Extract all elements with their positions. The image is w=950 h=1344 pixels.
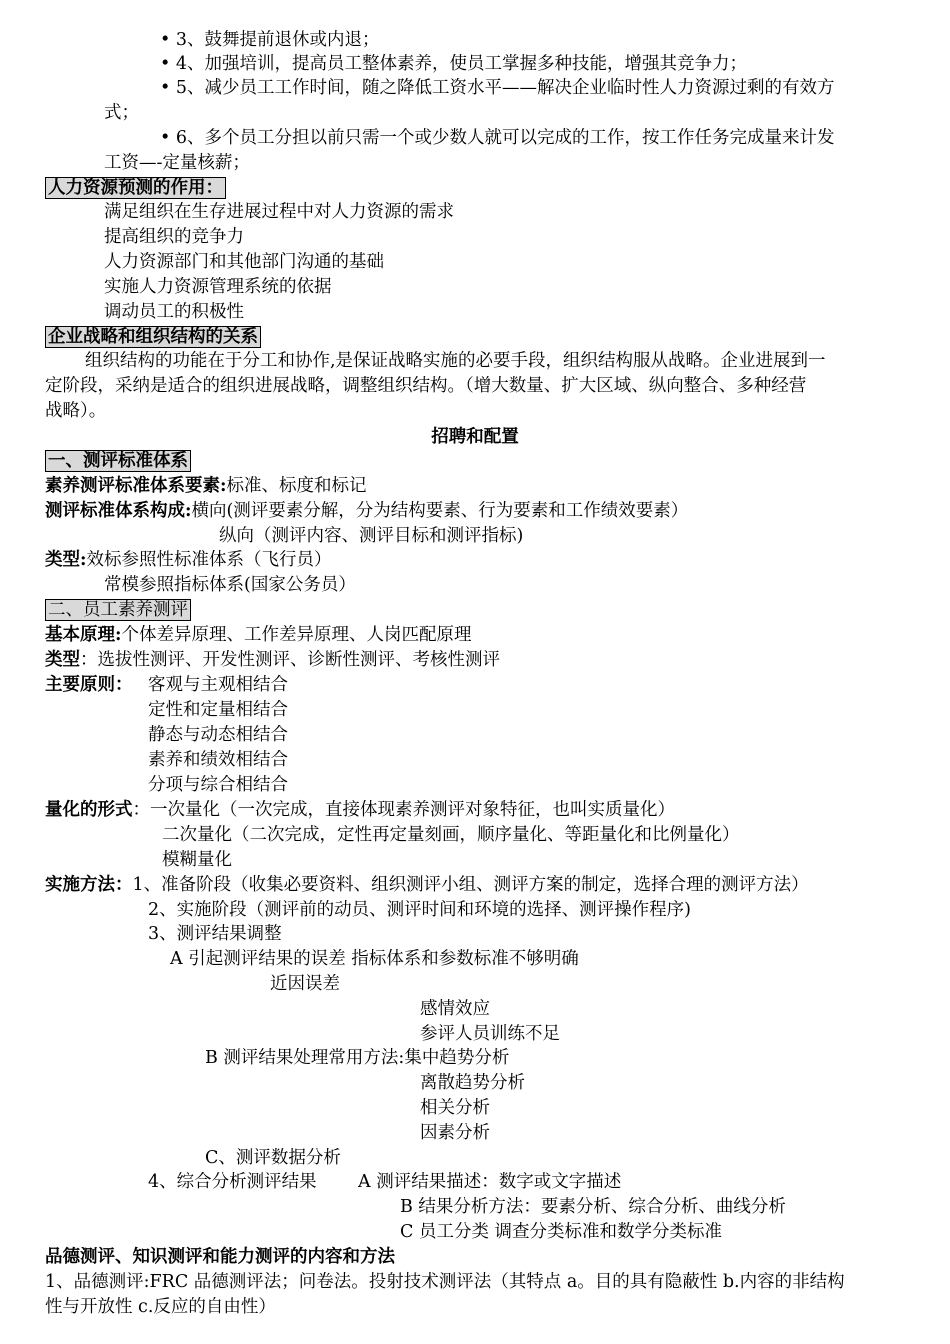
text-line xyxy=(45,499,688,523)
list-item: B 测评结果处理常用方法:集中趋势分析 xyxy=(205,1048,510,1068)
term-label: 基本原理: xyxy=(45,625,122,645)
list-item: 人力资源部门和其他部门沟通的基础 xyxy=(104,252,384,272)
text-line xyxy=(45,798,675,822)
section-heading-2 xyxy=(45,598,191,622)
term-label: 实施方法： xyxy=(45,875,133,895)
heading-box: 人力资源预测的作用： xyxy=(45,177,226,199)
list-item: B 结果分析方法：要素分析、综合分析、曲线分析 xyxy=(400,1197,786,1217)
list-item: A 测评结果描述：数字或文字描述 xyxy=(358,1172,622,1192)
section-heading-strategy xyxy=(45,325,261,349)
bullet-continuation: 式； xyxy=(104,103,139,123)
list-item: 离散趋势分析 xyxy=(420,1073,525,1093)
list-item: 实施人力资源管理系统的依据 xyxy=(104,277,332,297)
text-line xyxy=(45,548,331,572)
term-text: 效标参照性标准体系（飞行员） xyxy=(86,550,332,570)
text-line xyxy=(45,648,500,672)
list-item: A 引起测评结果的误差 指标体系和参数标准不够明确 xyxy=(170,949,579,969)
list-item: 分项与综合相结合 xyxy=(148,775,288,795)
term-label: 测评标准体系构成: xyxy=(45,501,192,521)
term-text: 横向(测评要素分解，分为结构要素、行为要素和工作绩效要素） xyxy=(191,501,689,521)
section-heading-1 xyxy=(45,449,191,473)
list-item: 满足组织在生存进展过程中对人力资源的需求 xyxy=(104,202,454,222)
list-item: 参评人员训练不足 xyxy=(420,1024,560,1044)
list-item: 近因误差 xyxy=(270,974,340,994)
list-item: 二次量化（二次完成，定性再定量刻画，顺序量化、等距量化和比例量化） xyxy=(162,825,740,845)
term-label: 量化的形式 xyxy=(45,800,133,820)
list-item: 4、综合分析测评结果 xyxy=(148,1172,317,1192)
list-item: 客观与主观相结合 xyxy=(148,675,288,695)
list-item: 定性和定量相结合 xyxy=(148,700,288,720)
term-text: ：选拔性测评、开发性测评、诊断性测评、考核性测评 xyxy=(80,650,500,670)
term-text: 1、准备阶段（收集必要资料、组织测评小组、测评方案的制定，选择合理的测评方法） xyxy=(132,875,809,895)
text-line: 常模参照指标体系(国家公务员） xyxy=(104,575,356,595)
term-label: 素养测评标准体系要素: xyxy=(45,476,227,496)
list-item: 模糊量化 xyxy=(162,850,232,870)
bullet-continuation: 工资—-定量核薪； xyxy=(104,153,250,173)
list-item: 提高组织的竞争力 xyxy=(104,227,244,247)
term-label: 类型: xyxy=(45,550,87,570)
term-text: 个体差异原理、工作差异原理、人岗匹配原理 xyxy=(121,625,472,645)
list-item: 调动员工的积极性 xyxy=(104,302,244,322)
section-heading-3: 品德测评、知识测评和能力测评的内容和方法 xyxy=(45,1247,395,1267)
list-item: 3、测评结果调整 xyxy=(148,924,282,944)
list-item: 素养和绩效相结合 xyxy=(148,750,288,770)
term-label: 主要原则： xyxy=(45,675,133,695)
list-item: 相关分析 xyxy=(420,1098,490,1118)
chapter-title: 招聘和配置 xyxy=(431,427,519,447)
heading-box: 企业战略和组织结构的关系 xyxy=(45,326,261,348)
section-heading-forecast xyxy=(45,176,226,200)
term-text: 标准、标度和标记 xyxy=(226,476,367,496)
heading-box: 二、员工素养测评 xyxy=(45,599,191,621)
text-line: 纵向（测评内容、测评目标和测评指标) xyxy=(219,526,524,546)
text-line xyxy=(45,623,471,647)
term-text: ：一次量化（一次完成，直接体现素养测评对象特征，也叫实质量化） xyxy=(132,800,675,820)
term-label: 类型 xyxy=(45,650,80,670)
paragraph-line: 组织结构的功能在于分工和协作,是保证战略实施的必要手段，组织结构服从战略。企业进展到一 xyxy=(85,351,826,371)
paragraph-line: 1、品德测评:FRC 品德测评法；问卷法。投射技术测评法（其特点 a。目的具有隐蔽性 b.内容的非结构 xyxy=(45,1272,845,1292)
bullet-item: • 5、减少员工工作时间，随之降低工资水平——解决企业临时性人力资源过剩的有效方 xyxy=(160,78,835,98)
list-item: C 员工分类 调查分类标准和数学分类标准 xyxy=(400,1222,723,1242)
list-item: 2、实施阶段（测评前的动员、测评时间和环境的选择、测评操作程序) xyxy=(148,900,691,920)
text-line xyxy=(45,873,809,897)
paragraph-line: 性与开放性 c.反应的自由性） xyxy=(45,1297,276,1317)
bullet-item: • 6、多个员工分担以前只需一个或少数人就可以完成的工作，按工作任务完成量来计发 xyxy=(160,128,835,148)
list-item: 因素分析 xyxy=(420,1123,490,1143)
heading-box: 一、测评标准体系 xyxy=(45,450,191,472)
list-item: 静态与动态相结合 xyxy=(148,725,288,745)
list-item: 感情效应 xyxy=(420,999,490,1019)
list-item: C、测评数据分析 xyxy=(205,1148,341,1168)
bullet-item: • 4、加强培训，提高员工整体素养，使员工掌握多种技能，增强其竞争力； xyxy=(160,54,748,74)
paragraph-line: 定阶段，采纳是适合的组织进展战略，调整组织结构。（增大数量、扩大区域、纵向整合、多种经营 xyxy=(45,376,807,396)
paragraph-line: 战略）。 xyxy=(45,401,107,421)
bullet-item: • 3、鼓舞提前退休或内退； xyxy=(160,30,380,50)
text-line xyxy=(45,474,366,498)
